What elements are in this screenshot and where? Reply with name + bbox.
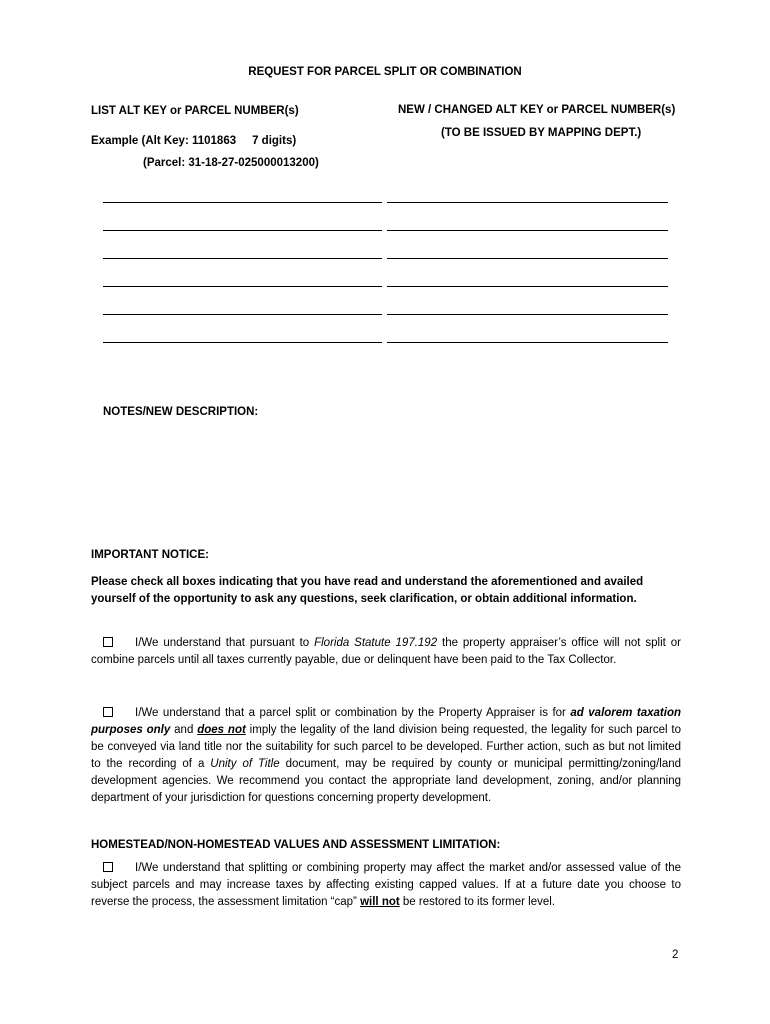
new-alt-key-entry-line[interactable] [387,342,668,343]
homestead-checkbox[interactable] [103,862,113,872]
new-alt-key-entry-line[interactable] [387,202,668,203]
notes-label: NOTES/NEW DESCRIPTION: [103,406,259,418]
important-instruction: Please check all boxes indicating that you have read and understand the aforementioned and availed yourself of the opportunity to ask any questions, seek clarification, or obtain additional information. [91,576,644,605]
entry-line-row[interactable] [103,286,668,287]
alt-key-entry-line[interactable] [103,258,382,259]
acknowledgement-statute: I/We understand that pursuant to Florida Statute 197.192 the property appraiser’s office will not split or combine parcels until all taxes currently payable, due or delinquent have been paid to the Tax Collector. [91,637,681,666]
alt-key-entry-line[interactable] [103,314,382,315]
statute-checkbox[interactable] [103,637,113,647]
alt-key-entry-line[interactable] [103,230,382,231]
acknowledgement-taxation: I/We understand that a parcel split or combination by the Property Appraiser is for ad valorem taxation purposes only and does not imply the legality of the land division being requested, the legality for such parcel to be conveyed via land title nor the suitability for such parcel to be developed. Further action, such as but not limited to the recording of a Unity of Title document, may be required by county or municipal permitting/zoning/land development agencies. We recommend you contact the appropriate land development, zoning, and/or planning department of your jurisdiction for questions concerning property development. [91,707,682,804]
acknowledgement-homestead: I/We understand that splitting or combining property may affect the market and/or assessed value of the subject parcels and may increase taxes by affecting existing capped values. If at a future date you choose to reverse the process, the assessment limitation “cap” will not be restored to its former level. [91,862,681,908]
entry-line-row[interactable] [103,202,668,203]
alt-key-entry-line[interactable] [103,286,382,287]
new-alt-key-entry-line[interactable] [387,258,668,259]
right-column-subheader: (TO BE ISSUED BY MAPPING DEPT.) [441,127,642,139]
page-number: 2 [672,949,679,961]
new-alt-key-entry-line[interactable] [387,230,668,231]
example-alt-key: Example (Alt Key: 1101863 7 digits) [91,135,297,147]
notes-area[interactable] [103,424,668,534]
right-column-header: NEW / CHANGED ALT KEY or PARCEL NUMBER(s) [398,104,676,116]
alt-key-entry-line[interactable] [103,202,382,203]
taxation-checkbox[interactable] [103,707,113,717]
new-alt-key-entry-line[interactable] [387,314,668,315]
homestead-heading: HOMESTEAD/NON-HOMESTEAD VALUES AND ASSESSMENT LIMITATION: [91,839,501,851]
entry-line-row[interactable] [103,258,668,259]
alt-key-entry-line[interactable] [103,342,382,343]
page-title: REQUEST FOR PARCEL SPLIT OR COMBINATION [248,66,522,78]
important-notice-heading: IMPORTANT NOTICE: [91,549,209,561]
entry-line-row[interactable] [103,230,668,231]
entry-line-row[interactable] [103,314,668,315]
example-parcel: (Parcel: 31-18-27-025000013200) [143,157,319,169]
left-column-header: LIST ALT KEY or PARCEL NUMBER(s) [91,105,299,117]
new-alt-key-entry-line[interactable] [387,286,668,287]
entry-line-row[interactable] [103,342,668,343]
